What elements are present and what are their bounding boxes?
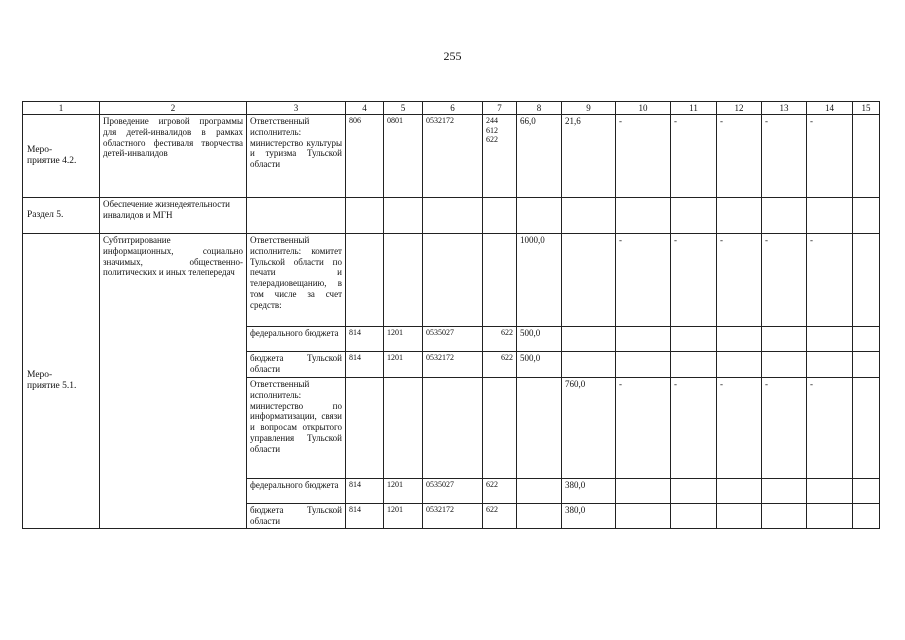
empty-cell [423,378,483,479]
empty-cell [671,198,717,234]
empty-cell [853,504,880,529]
table-row [23,234,880,327]
empty-cell [517,504,562,529]
empty-cell [562,352,616,378]
empty-cell [762,352,807,378]
code-cell: 0801 [384,115,423,198]
code-cell: 814 [346,352,384,378]
empty-cell [384,378,423,479]
empty-cell [807,504,853,529]
code-cell: 1201 [384,504,423,529]
empty-cell [562,198,616,234]
empty-cell [562,327,616,352]
code-cell: 1201 [384,479,423,504]
value-cell [853,115,880,198]
value-cell: - [671,378,717,479]
code-cell: 622 [483,504,517,529]
value-cell: 500,0 [517,352,562,378]
header-cell: 5 [384,102,423,115]
value-cell: 500,0 [517,327,562,352]
header-cell: 11 [671,102,717,115]
activity-name: Субтитрирование информационных, социально значимых, общественно-политических и иных телепередач [100,234,247,529]
section-name: Обеспечение жизнедеятельности инвалидов и МГН [100,198,247,234]
code-cell: 622 [483,352,517,378]
empty-cell [717,327,762,352]
code-cell: 0535027 [423,479,483,504]
executor-cell: Ответственный исполнитель: министерство по информатизации, связи и вопросам открытого управления Тульской области [247,378,346,479]
header-cell: 14 [807,102,853,115]
header-cell: 1 [23,102,100,115]
empty-cell [423,198,483,234]
empty-cell [717,352,762,378]
value-cell: 66,0 [517,115,562,198]
header-row [23,102,880,115]
header-cell: 6 [423,102,483,115]
code-cell: 814 [346,504,384,529]
empty-cell [616,327,671,352]
empty-cell [853,479,880,504]
code-cell: 0532172 [423,115,483,198]
header-cell: 10 [616,102,671,115]
empty-cell [483,198,517,234]
executor-cell: бюджета Тульской области [247,504,346,529]
empty-cell [616,479,671,504]
empty-cell [762,479,807,504]
empty-cell [346,198,384,234]
empty-cell [616,198,671,234]
empty-cell [483,234,517,327]
page-number: 255 [443,49,462,63]
row-label: Меро- приятие 4.2. [23,115,100,198]
code-cell: 0535027 [423,327,483,352]
empty-cell [853,198,880,234]
code-cell: 1201 [384,352,423,378]
code-cell: 806 [346,115,384,198]
empty-cell [616,352,671,378]
value-cell: - [807,234,853,327]
executor-cell: бюджета Тульской области [247,352,346,378]
empty-cell [346,378,384,479]
empty-cell [562,234,616,327]
value-cell: - [616,234,671,327]
empty-cell [717,504,762,529]
code-cell: 0532172 [423,352,483,378]
empty-cell [717,198,762,234]
value-cell: 760,0 [562,378,616,479]
code-cell: 622 [483,479,517,504]
table-row [23,198,880,234]
value-cell: - [807,115,853,198]
empty-cell [853,352,880,378]
header-cell: 2 [100,102,247,115]
empty-cell [807,327,853,352]
value-cell: - [762,115,807,198]
empty-cell [483,378,517,479]
empty-cell [671,504,717,529]
empty-cell [807,479,853,504]
empty-cell [423,234,483,327]
empty-cell [517,378,562,479]
code-cell: 814 [346,327,384,352]
empty-cell [384,234,423,327]
executor-cell: Ответственный исполнитель: министерство культуры и туризма Тульской области [247,115,346,198]
header-cell: 13 [762,102,807,115]
value-cell: 21,6 [562,115,616,198]
empty-cell [762,198,807,234]
empty-cell [807,352,853,378]
value-cell: - [616,115,671,198]
table-row [23,115,880,198]
header-cell: 7 [483,102,517,115]
empty-cell [517,479,562,504]
empty-cell [853,378,880,479]
empty-cell [517,198,562,234]
value-cell: - [717,115,762,198]
empty-cell [717,479,762,504]
value-cell: - [762,234,807,327]
value-cell: - [762,378,807,479]
value-cell: - [717,378,762,479]
empty-cell [853,234,880,327]
empty-cell [853,327,880,352]
value-cell: 380,0 [562,479,616,504]
code-cell: 622 [483,327,517,352]
value-cell: - [717,234,762,327]
empty-cell [616,504,671,529]
code-cell: 814 [346,479,384,504]
row-label: Меро- приятие 5.1. [23,234,100,529]
activity-name: Проведение игровой программы для детей-инвалидов в рамках областного фестиваля творчества детей-инвалидов [100,115,247,198]
empty-cell [671,327,717,352]
program-table [22,101,880,529]
value-cell: - [671,115,717,198]
executor-cell: федерального бюджета [247,327,346,352]
executor-cell: федерального бюджета [247,479,346,504]
value-cell: 380,0 [562,504,616,529]
header-cell: 12 [717,102,762,115]
empty-cell [807,198,853,234]
header-cell: 15 [853,102,880,115]
header-cell: 4 [346,102,384,115]
row-label: Раздел 5. [23,198,100,234]
code-cell: 1201 [384,327,423,352]
empty-cell [671,479,717,504]
code-cell: 244 612 622 [483,115,517,198]
executor-cell: Ответственный исполнитель: комитет Тульской области по печати и телерадиовещанию, в том числе за счет средств: [247,234,346,327]
value-cell: - [616,378,671,479]
value-cell: - [671,234,717,327]
header-cell: 3 [247,102,346,115]
code-cell: 0532172 [423,504,483,529]
empty-cell [346,234,384,327]
header-cell: 8 [517,102,562,115]
empty-cell [671,352,717,378]
value-cell: 1000,0 [517,234,562,327]
empty-cell [762,327,807,352]
empty-cell [384,198,423,234]
header-cell: 9 [562,102,616,115]
empty-cell [762,504,807,529]
value-cell: - [807,378,853,479]
empty-cell [247,198,346,234]
